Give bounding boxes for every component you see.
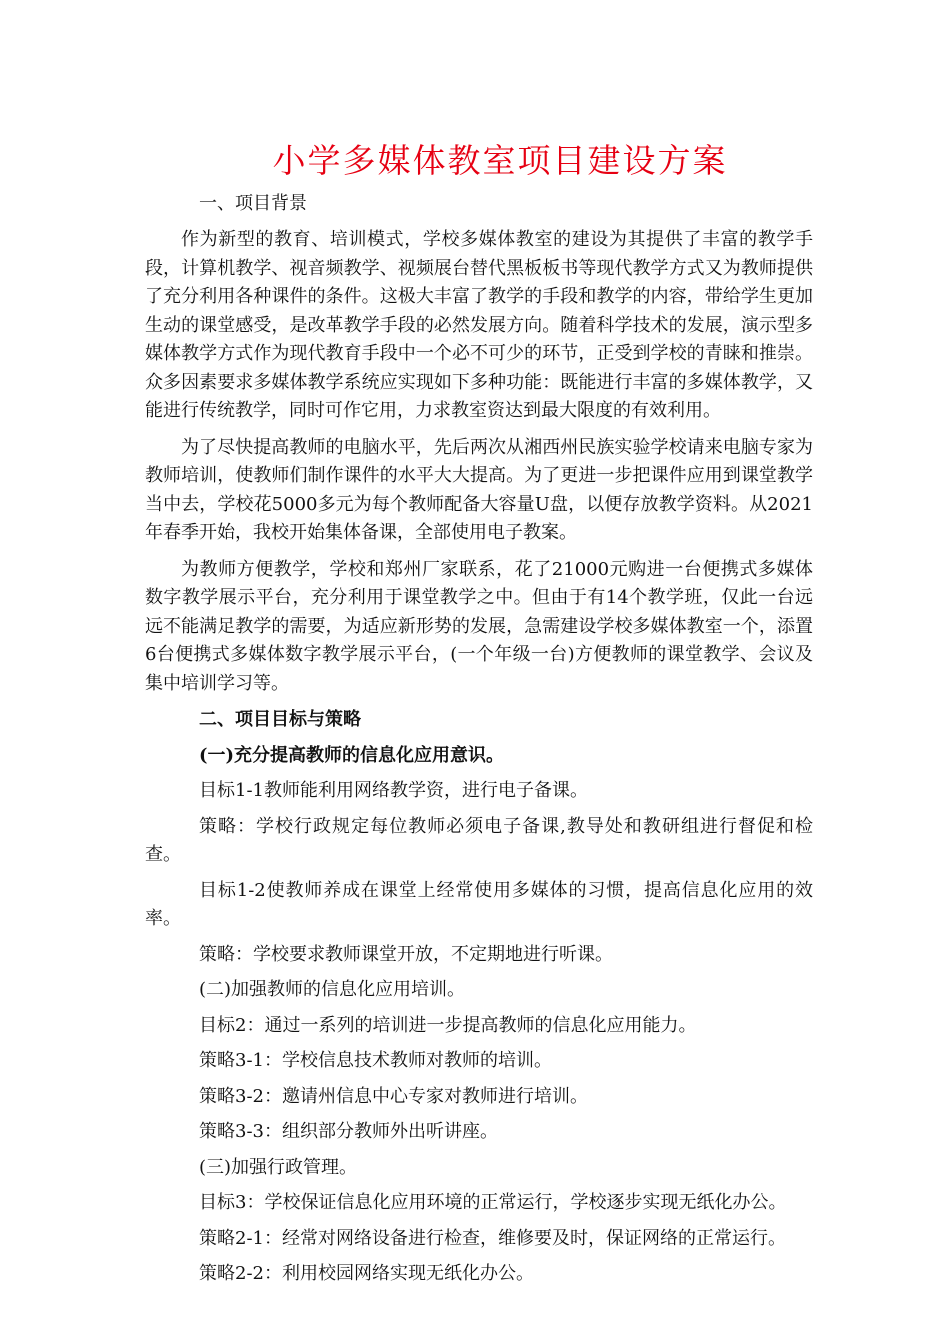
strategy-2-1: 策略2-1：经常对网络设备进行检查，维修要及时，保证网络的正常运行。: [199, 1227, 786, 1249]
paragraph-background-2: 为了尽快提高教师的电脑水平，先后两次从湘西州民族实验学校请来电脑专家为教师培训，使教师们制作课件的水平大大提高。为了更进一步把课件应用到课堂教学当中去，学校花5000多元为每个教师配备大容量U盘，以便存放教学资料。从2021年春季开始，我校开始集体备课，全部使用电子教案。: [145, 436, 813, 543]
section-heading-background: 一、项目背景: [199, 193, 307, 214]
strategy-2-2: 策略2-2：利用校园网络实现无纸化办公。: [199, 1263, 534, 1284]
goal-1-2: 目标1-2使教师养成在课堂上经常使用多媒体的习惯，提高信息化应用的效率。: [145, 879, 813, 929]
goal-3: 目标3：学校保证信息化应用环境的正常运行，学校逐步实现无纸化办公。: [199, 1192, 787, 1213]
paragraph-background-3: 为教师方便教学，学校和郑州厂家联系，花了21000元购进一台便携式多媒体数字教学展示平台，充分利用于课堂教学之中。但由于有14个教学班，仅此一台远远不能满足教学的需要，为适应新形势的发展，急需建设学校多媒体教室一个，添置6台便携式多媒体数字教学展示平台，(一个年级一台)方便教师的课堂教学、会议及集中培训学习等。: [145, 558, 813, 694]
document-body: [145, 190, 813, 1296]
section-heading-goals: 二、项目目标与策略: [199, 709, 361, 730]
subsection-heading-3: (三)加强行政管理。: [199, 1156, 358, 1178]
strategy-3-3: 策略3-3：组织部分教师外出听讲座。: [199, 1121, 498, 1142]
strategy-1-2: 策略：学校要求教师课堂开放，不定期地进行听课。: [199, 943, 613, 965]
goal-2: 目标2：通过一系列的培训进一步提高教师的信息化应用能力。: [199, 1014, 697, 1036]
goal-1-1: 目标1-1教师能利用网络教学资，进行电子备课。: [199, 780, 588, 801]
paragraph-background-1: 作为新型的教育、培训模式，学校多媒体教室的建设为其提供了丰富的教学手段，计算机教学、视音频教学、视频展台替代黑板板书等现代教学方式又为教师提供了充分利用各种课件的条件。这极大丰富了教学的手段和教学的内容，带给学生更加生动的课堂感受，是改革教学手段的必然发展方向。随着科学技术的发展，演示型多媒体教学方式作为现代教育手段中一个必不可少的环节，正受到学校的青睐和推崇。众多因素要求多媒体教学系统应实现如下多种功能：既能进行丰富的多媒体教学，又能进行传统教学，同时可作它用，力求教室资达到最大限度的有效利用。: [145, 229, 813, 421]
document-title: 小学多媒体教室项目建设方案: [272, 141, 728, 180]
strategy-3-2: 策略3-2：邀请州信息中心专家对教师进行培训。: [199, 1085, 588, 1107]
subsection-heading-2: (二)加强教师的信息化应用培训。: [199, 979, 466, 1000]
subsection-heading-1: (一)充分提高教师的信息化应用意识。: [199, 744, 505, 766]
strategy-1-1: 策略：学校行政规定每位教师必须电子备课,教导处和教研组进行督促和检查。: [145, 815, 813, 865]
strategy-3-1: 策略3-1：学校信息技术教师对教师的培训。: [199, 1050, 552, 1071]
